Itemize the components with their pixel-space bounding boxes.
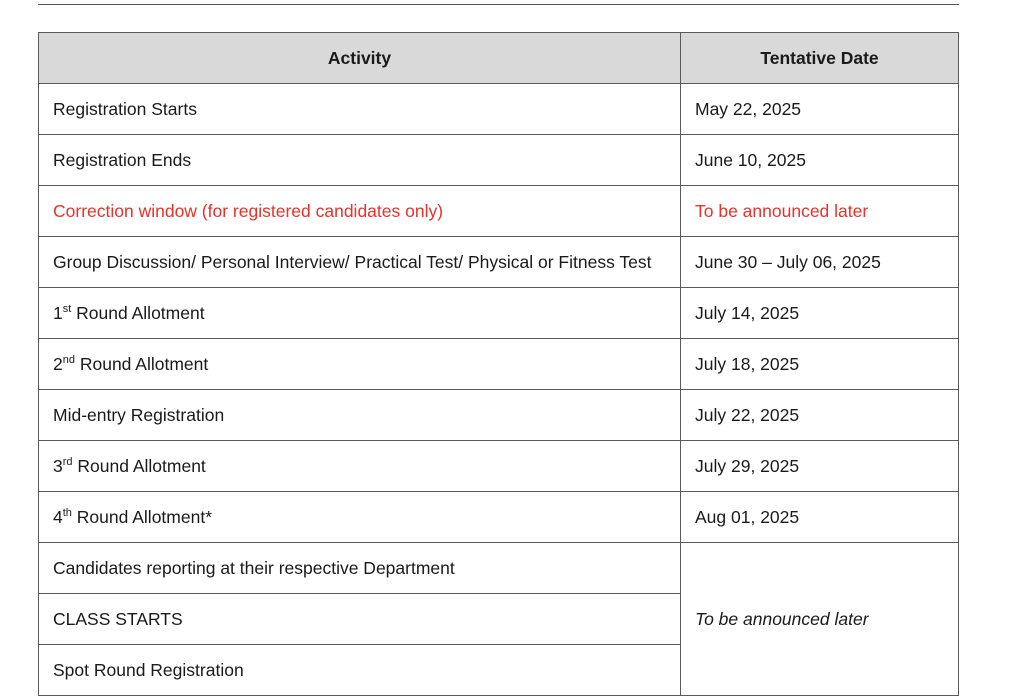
table-row — [39, 390, 959, 441]
date-column-header: Tentative Date — [681, 33, 959, 84]
date-cell: July 29, 2025 — [681, 441, 959, 492]
activity-cell: Candidates reporting at their respective Department — [39, 543, 681, 594]
table-row — [39, 135, 959, 186]
activity-cell — [39, 288, 681, 339]
round-number: 4 — [53, 507, 63, 527]
activity-cell: Registration Ends — [39, 135, 681, 186]
activity-cell: Mid-entry Registration — [39, 390, 681, 441]
round-label: Round Allotment — [72, 456, 206, 476]
round-number: 2 — [53, 354, 63, 374]
activity-cell — [39, 441, 681, 492]
schedule-table — [38, 32, 959, 696]
activity-cell: CLASS STARTS — [39, 594, 681, 645]
table-row — [39, 84, 959, 135]
table-row — [39, 237, 959, 288]
ordinal-suffix: th — [62, 507, 72, 519]
date-cell: May 22, 2025 — [681, 84, 959, 135]
round-number: 1 — [53, 303, 63, 323]
activity-cell — [39, 492, 681, 543]
round-number: 3 — [53, 456, 63, 476]
activity-cell: Spot Round Registration — [39, 645, 681, 696]
round-label: Round Allotment — [71, 303, 205, 323]
activity-column-header: Activity — [39, 33, 681, 84]
table-row-highlighted — [39, 186, 959, 237]
activity-cell: Correction window (for registered candidates only) — [39, 186, 681, 237]
date-cell: July 14, 2025 — [681, 288, 959, 339]
date-cell: July 22, 2025 — [681, 390, 959, 441]
table-row — [39, 543, 959, 594]
date-cell: July 18, 2025 — [681, 339, 959, 390]
round-label: Round Allotment* — [71, 507, 213, 527]
date-cell: Aug 01, 2025 — [681, 492, 959, 543]
top-rule — [38, 4, 959, 5]
ordinal-suffix: nd — [62, 354, 75, 366]
activity-cell: Registration Starts — [39, 84, 681, 135]
ordinal-suffix: st — [62, 303, 72, 315]
merged-date-cell: To be announced later — [681, 543, 959, 696]
table-header-row — [39, 33, 959, 84]
table-row — [39, 288, 959, 339]
date-cell: June 30 – July 06, 2025 — [681, 237, 959, 288]
date-cell: To be announced later — [681, 186, 959, 237]
table-row — [39, 339, 959, 390]
activity-cell — [39, 339, 681, 390]
table-row — [39, 492, 959, 543]
table-row — [39, 441, 959, 492]
round-label: Round Allotment — [74, 354, 209, 374]
activity-cell: Group Discussion/ Personal Interview/ Practical Test/ Physical or Fitness Test — [39, 237, 681, 288]
date-cell: June 10, 2025 — [681, 135, 959, 186]
ordinal-suffix: rd — [62, 456, 73, 468]
